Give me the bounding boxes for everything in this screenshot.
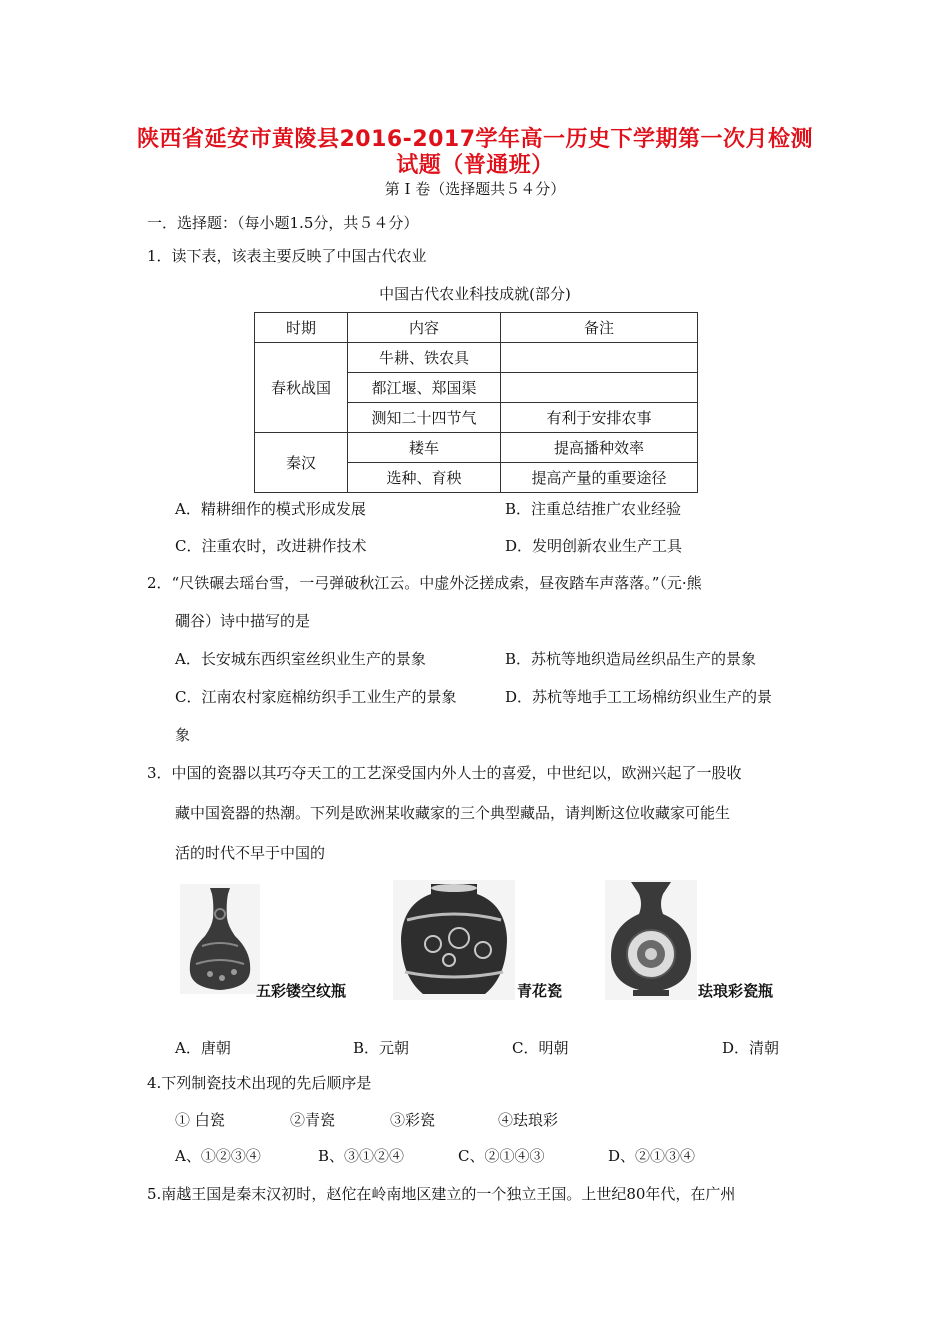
blue-white-jar-image	[393, 880, 515, 1000]
table-header-row	[255, 313, 698, 343]
section-heading: 一．选择题：（每小题1.5分，共５４分）	[147, 214, 419, 232]
q1-option-d: D．发明创新农业生产工具	[505, 537, 683, 555]
period-cell: 秦汉	[255, 433, 348, 493]
table-row	[255, 433, 698, 463]
content-cell: 选种、育秧	[348, 463, 501, 493]
q1-stem: 1．读下表，该表主要反映了中国古代农业	[147, 247, 427, 265]
q3-stem-line3: 活的时代不早于中国的	[175, 844, 326, 862]
note-cell: 有利于安排农事	[501, 403, 698, 433]
enamel-vase-image	[605, 880, 697, 1000]
q4-item-4: ④珐琅彩	[498, 1111, 559, 1129]
agriculture-table	[254, 312, 698, 493]
period-cell: 春秋战国	[255, 343, 348, 433]
q3-option-a: A．唐朝	[175, 1039, 231, 1057]
q2-option-a: A．长安城东西织室丝织业生产的景象	[175, 650, 426, 668]
q3-stem-line2: 藏中国瓷器的热潮。下列是欧洲某收藏家的三个典型藏品，请判断这位收藏家可能生	[175, 804, 731, 822]
q2-stem-line1: 2．“尺铁碾去瑶台雪，一弓弹破秋江云。中虚外泛搓成索，昼夜踏车声落落。”（元·熊	[147, 574, 702, 592]
wucai-vase-image	[180, 884, 260, 994]
content-cell: 测知二十四节气	[348, 403, 501, 433]
section-label: 第 Ⅰ 卷（选择题共５４分）	[384, 180, 566, 198]
note-cell	[501, 373, 698, 403]
note-cell	[501, 343, 698, 373]
q4-option-d: D、②①③④	[608, 1147, 696, 1165]
content-cell: 耧车	[348, 433, 501, 463]
q1-table-title: 中国古代农业科技成就(部分)	[379, 285, 571, 303]
q5-stem-line1: 5.南越王国是秦末汉初时，赵佗在岭南地区建立的一个独立王国。上世纪80年代，在广州	[147, 1185, 736, 1203]
content-cell: 牛耕、铁农具	[348, 343, 501, 373]
content-cell: 都江堰、郑国渠	[348, 373, 501, 403]
q4-item-3: ③彩瓷	[390, 1111, 436, 1129]
q4-item-2: ②青瓷	[290, 1111, 336, 1129]
q1-option-c: C．注重农时，改进耕作技术	[175, 537, 367, 555]
q4-stem: 4.下列制瓷技术出现的先后顺序是	[147, 1074, 372, 1092]
table-row	[255, 343, 698, 373]
q4-option-c: C、②①④③	[458, 1147, 545, 1165]
note-cell: 提高播种效率	[501, 433, 698, 463]
q2-option-d-continued: 象	[175, 726, 191, 744]
q2-option-d: D．苏杭等地手工工场棉纺织业生产的景	[505, 688, 773, 706]
table-header-cell: 时期	[255, 313, 348, 343]
table-header-cell: 备注	[501, 313, 698, 343]
q3-stem-line1: 3．中国的瓷器以其巧夺天工的工艺深受国内外人士的喜爱，中世纪以，欧洲兴起了一股收	[147, 764, 742, 782]
vase-caption-2: 青花瓷	[517, 982, 563, 1000]
vase-caption-3: 珐琅彩瓷瓶	[698, 982, 774, 1000]
q1-option-a: A．精耕细作的模式形成发展	[175, 500, 366, 518]
q3-option-c: C．明朝	[512, 1039, 569, 1057]
q4-option-b: B、③①②④	[318, 1147, 405, 1165]
vase-caption-1: 五彩镂空纹瓶	[256, 982, 347, 1000]
document-title-line2: 试题（普通班）	[396, 153, 554, 178]
document-title-line1: 陕西省延安市黄陵县2016-2017学年高一历史下学期第一次月检测	[136, 127, 814, 152]
q3-option-d: D．清朝	[722, 1039, 780, 1057]
q4-item-1: ① 白瓷	[175, 1111, 225, 1129]
table-header-cell: 内容	[348, 313, 501, 343]
q4-option-a: A、①②③④	[175, 1147, 261, 1165]
q2-option-c: C．江南农村家庭棉纺织手工业生产的景象	[175, 688, 457, 706]
q2-option-b: B．苏杭等地织造局丝织品生产的景象	[505, 650, 757, 668]
q2-stem-line2: 礀谷）诗中描写的是	[175, 612, 311, 630]
note-cell: 提高产量的重要途径	[501, 463, 698, 493]
q3-option-b: B．元朝	[353, 1039, 410, 1057]
q1-option-b: B．注重总结推广农业经验	[505, 500, 682, 518]
